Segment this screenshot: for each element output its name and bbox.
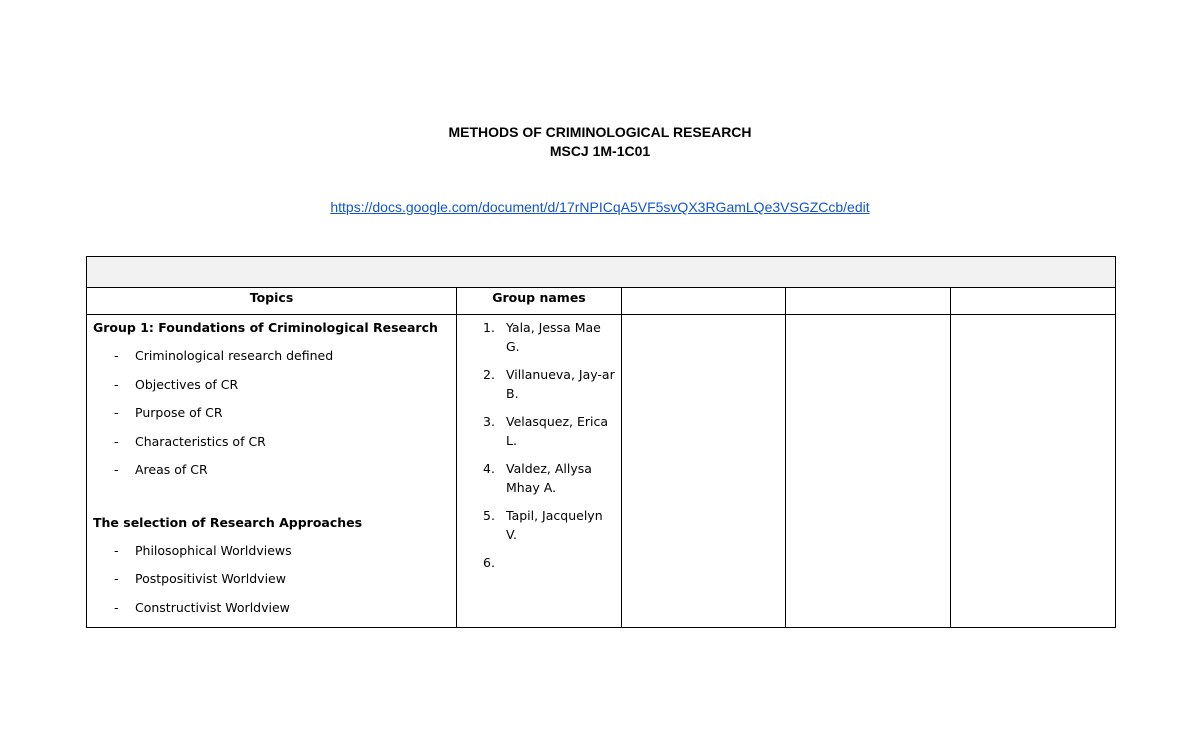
list-item — [93, 460, 450, 480]
list-item — [93, 346, 450, 366]
member-name: Villanueva, Jay-ar B. — [506, 367, 615, 401]
bullet-dash: - — [114, 571, 119, 586]
topic-text: Areas of CR — [135, 462, 208, 477]
column-header-blank-1 — [622, 288, 786, 315]
bullet-dash: - — [114, 599, 119, 615]
section-2-topic-list — [93, 541, 450, 618]
list-item — [93, 569, 450, 589]
group-assignment-table — [86, 256, 1116, 628]
member-name: Yala, Jessa Mae G. — [506, 320, 601, 354]
blank-cell-1 — [622, 315, 786, 628]
bullet-dash: - — [114, 462, 119, 477]
google-docs-link[interactable]: https://docs.google.com/document/d/17rNPICqA5VF5svQX3RGamLQe3VSGZCcb/edit — [330, 199, 870, 215]
member-number: 1. — [483, 320, 495, 335]
list-item — [479, 412, 617, 450]
bullet-dash: - — [114, 433, 119, 449]
member-number: 2. — [483, 367, 495, 382]
topic-text: Philosophical Worldviews — [135, 542, 292, 558]
topic-text: Characteristics of CR — [135, 433, 266, 449]
member-name: Velasquez, Erica L. — [506, 414, 609, 448]
list-item — [93, 432, 450, 452]
member-name: Tapil, Jacquelyn V. — [506, 508, 603, 542]
member-number: 4. — [483, 461, 495, 476]
list-item — [479, 459, 617, 497]
list-item — [479, 506, 617, 544]
section-2-heading: The selection of Research Approaches — [93, 514, 363, 530]
topic-text: Constructivist Worldview — [135, 599, 290, 615]
column-header-topics: Topics — [87, 288, 457, 315]
list-item — [479, 365, 617, 403]
member-number: 6. — [483, 555, 495, 570]
table-header-row — [87, 288, 1116, 315]
group-1-heading: Group 1: Foundations of Criminological Research — [93, 320, 438, 335]
topics-cell — [87, 315, 457, 628]
topic-text: Objectives of CR — [135, 376, 239, 392]
document-title: METHODS OF CRIMINOLOGICAL RESEARCH — [448, 124, 752, 140]
list-item — [93, 541, 450, 561]
list-item — [93, 375, 450, 395]
column-header-blank-2 — [786, 288, 951, 315]
member-number: 5. — [483, 508, 495, 523]
bullet-dash: - — [114, 376, 119, 392]
group-1-topic-list — [93, 346, 450, 480]
spacer — [93, 489, 450, 513]
column-header-group-names: Group names — [457, 288, 622, 315]
bullet-dash: - — [114, 542, 119, 558]
topic-text: Criminological research defined — [135, 348, 334, 363]
member-number: 3. — [483, 414, 495, 429]
blank-cell-3 — [951, 315, 1116, 628]
bullet-dash: - — [114, 405, 119, 420]
list-item — [93, 403, 450, 423]
blank-cell-2 — [786, 315, 951, 628]
group-names-cell — [457, 315, 622, 628]
list-item — [479, 318, 617, 356]
table-row — [87, 315, 1116, 628]
bullet-dash: - — [114, 348, 119, 363]
list-item — [93, 598, 450, 618]
member-list — [479, 318, 617, 570]
column-header-blank-3 — [951, 288, 1116, 315]
table-title-cell — [87, 257, 1116, 288]
topic-text: Postpositivist Worldview — [135, 571, 286, 586]
table-title-row — [87, 257, 1116, 288]
member-name: Valdez, Allysa Mhay A. — [506, 461, 592, 495]
course-code: MSCJ 1M-1C01 — [549, 143, 651, 159]
topic-text: Purpose of CR — [135, 405, 223, 420]
